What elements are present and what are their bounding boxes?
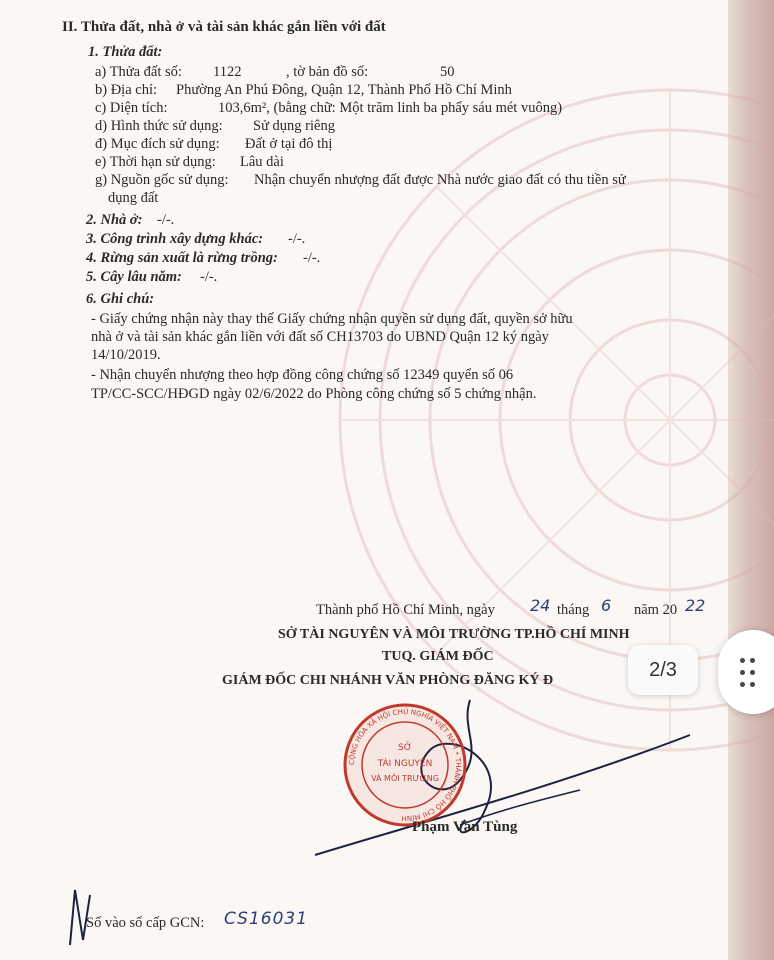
house-label: 2. Nhà ở: <box>86 212 143 228</box>
construction-value: -/-. <box>288 231 306 247</box>
note-1-line-2: nhà ở và tài sản khác gắn liền với đất số CH13703 do UBND Quận 12 ký ngày <box>91 329 549 345</box>
sign-year-label: năm 20 <box>634 602 678 618</box>
notes-label: 6. Ghi chú: <box>86 291 155 307</box>
signer-name: Phạm Văn Tùng <box>412 819 518 835</box>
perennial-label: 5. Cây lâu năm: <box>86 269 182 285</box>
registration-number: CS16031 <box>224 909 309 929</box>
sign-month: 6 <box>601 596 612 615</box>
address-label: b) Địa chỉ: <box>95 82 158 98</box>
forest-value: -/-. <box>303 250 321 266</box>
house-value: -/-. <box>157 212 175 228</box>
usage-purpose-label: đ) Mục đích sử dụng: <box>95 136 220 152</box>
note-1-line-3: 14/10/2019. <box>91 347 161 363</box>
note-2-line-2: TP/CC-SCC/HĐGD ngày 02/6/2022 do Phòng công chứng số 5 chứng nhận. <box>91 386 537 402</box>
construction-label: 3. Công trình xây dựng khác: <box>86 231 264 247</box>
origin-value-cont: dụng đất <box>108 190 159 206</box>
usage-form-value: Sử dụng riêng <box>253 118 335 134</box>
usage-term-label: e) Thời hạn sử dụng: <box>95 154 216 170</box>
land-heading: 1. Thửa đất: <box>88 44 163 60</box>
sign-year: 22 <box>685 596 706 615</box>
address-value: Phường An Phú Đông, Quận 12, Thành Phố Hồ Chí Minh <box>176 82 512 98</box>
section-title: II. Thửa đất, nhà ở và tài sản khác gắn liền với đất <box>62 19 386 35</box>
more-options-button[interactable] <box>718 630 774 714</box>
official-seal <box>340 700 470 830</box>
seal-center-2: TÀI NGUYÊN <box>377 759 433 769</box>
area-label: c) Diện tích: <box>95 100 168 116</box>
seal-center-3: VÀ MÔI TRƯỜNG <box>371 774 439 783</box>
sign-place: Thành phố Hồ Chí Minh, ngày <box>316 602 495 618</box>
note-1-line-1: - Giấy chứng nhận này thay thế Giấy chứng nhận quyền sử dụng đất, quyền sở hữu <box>91 311 573 327</box>
signer-title: GIÁM ĐỐC CHI NHÁNH VĂN PHÒNG ĐĂNG KÝ Đ <box>222 673 554 688</box>
perennial-value: -/-. <box>200 269 218 285</box>
usage-term-value: Lâu dài <box>240 154 284 170</box>
usage-form-label: d) Hình thức sử dụng: <box>95 118 223 134</box>
map-sheet-label: , tờ bản đồ số: <box>286 64 369 80</box>
seal-center-1: SỞ <box>398 743 412 753</box>
parcel-number: 1122 <box>213 64 242 80</box>
parcel-number-label: a) Thửa đất số: <box>95 64 182 80</box>
sign-month-label: tháng <box>557 602 590 618</box>
page-indicator <box>628 645 698 695</box>
area-value: 103,6m², (bằng chữ: Một trăm linh ba phẩy sáu mét vuông) <box>218 100 563 116</box>
seal-ring-text: CỘNG HÒA XÃ HỘI CHỦ NGHĨA VIỆT NAM • THÀNH PHỐ HỒ CHÍ MINH <box>347 707 463 823</box>
note-2-line-1: - Nhận chuyển nhượng theo hợp đồng công chứng số 12349 quyển số 06 <box>91 367 514 383</box>
usage-purpose-value: Đất ở tại đô thị <box>245 136 333 152</box>
origin-label: g) Nguồn gốc sử dụng: <box>95 172 229 188</box>
sign-day: 24 <box>530 596 551 615</box>
registration-label: Số vào sổ cấp GCN: <box>86 915 205 931</box>
origin-value: Nhận chuyển nhượng đất được Nhà nước giao đất có thu tiền sử <box>254 172 626 188</box>
authorization-line: TUQ. GIÁM ĐỐC <box>382 649 494 664</box>
issuing-organization: SỞ TÀI NGUYÊN VÀ MÔI TRƯỜNG TP.HỒ CHÍ MINH <box>278 627 630 642</box>
page-indicator-text: 2/3 <box>649 658 677 681</box>
map-sheet-number: 50 <box>440 64 455 80</box>
forest-label: 4. Rừng sản xuất là rừng trồng: <box>86 250 278 266</box>
